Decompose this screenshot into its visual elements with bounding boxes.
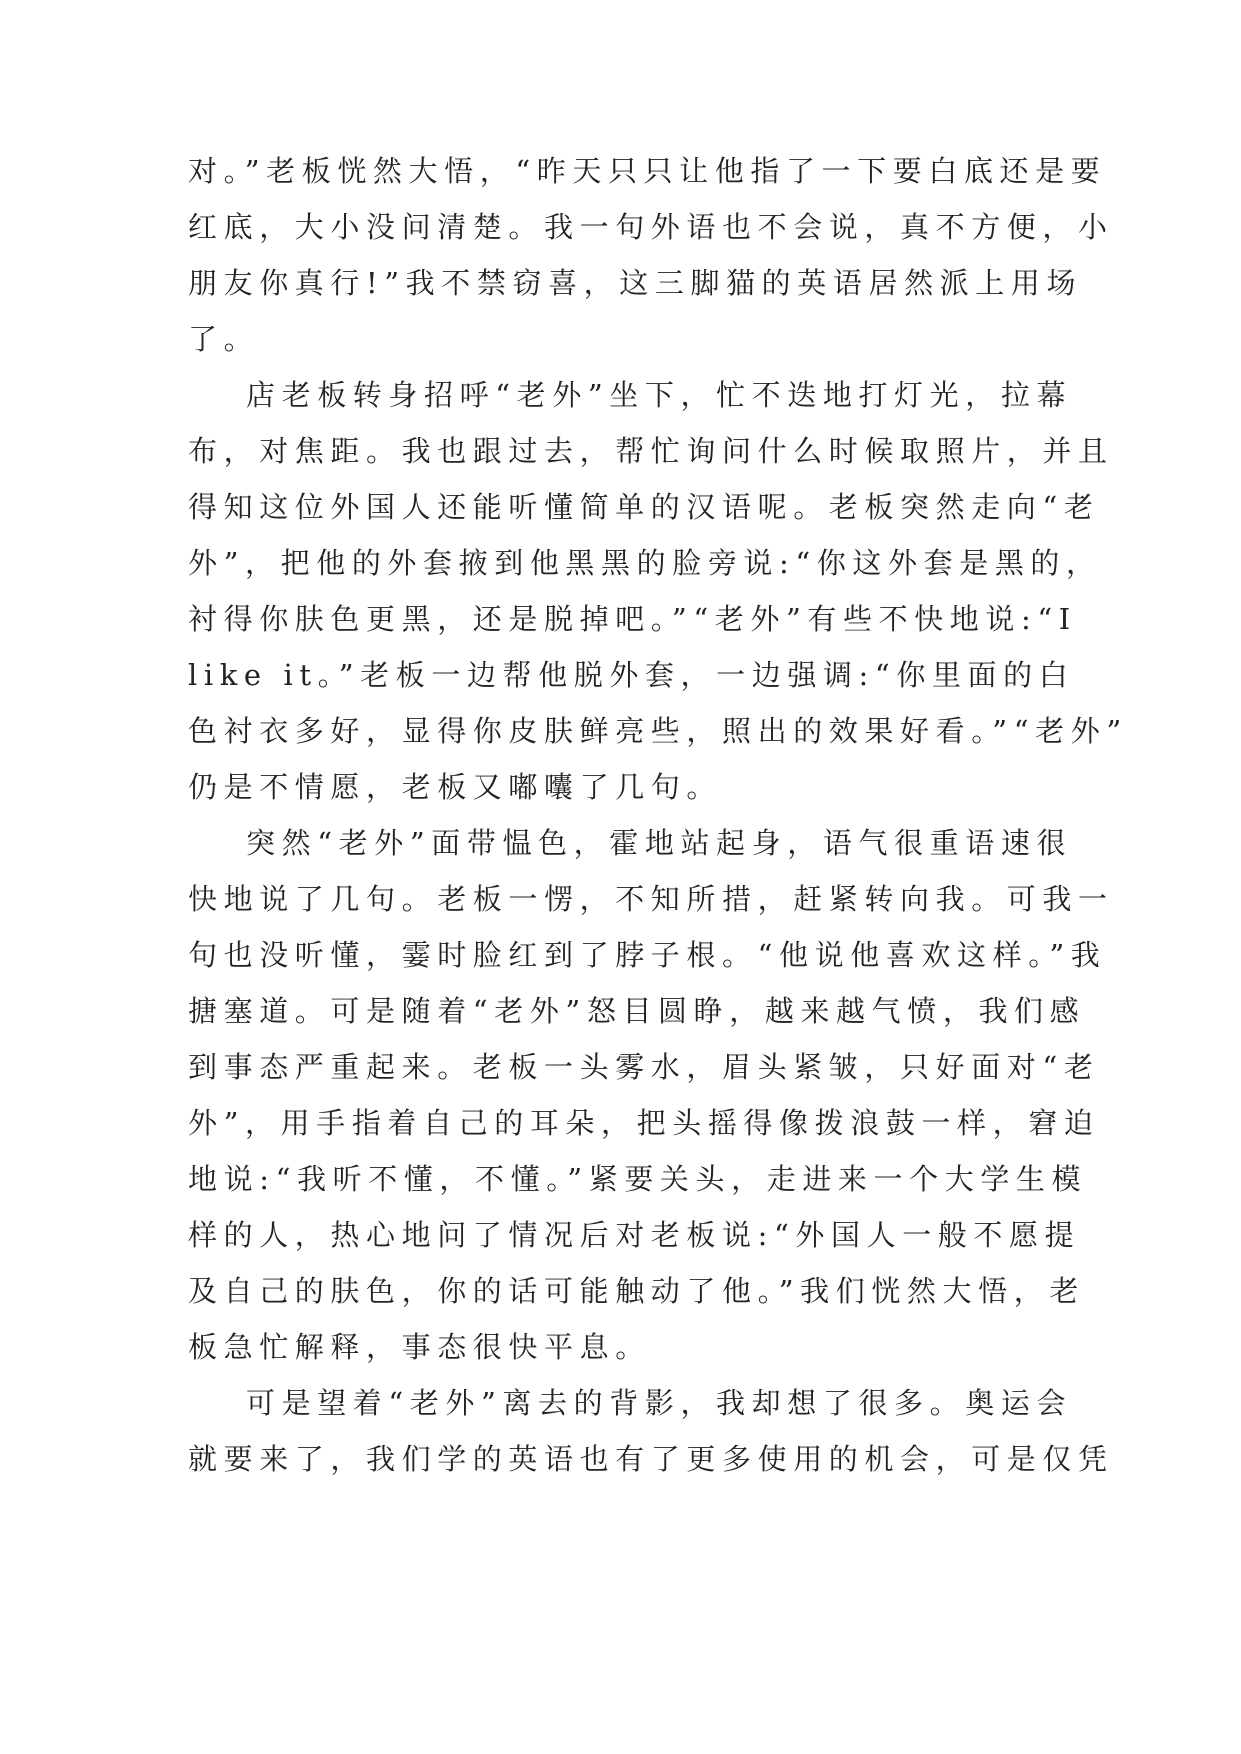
text-line: 句也没听懂，霎时脸红到了脖子根。“他说他喜欢这样。”我 (188, 938, 1107, 972)
paragraph-1 (188, 143, 1114, 367)
text-line: 色衬衣多好，显得你皮肤鲜亮些，照出的效果好看。”“老外” (188, 714, 1128, 748)
text-line: 布，对焦距。我也跟过去，帮忙询问什么时候取照片，并且 (188, 434, 1114, 468)
text-line: 外”，用手指着自己的耳朵，把头摇得像拨浪鼓一样，窘迫 (188, 1106, 1100, 1140)
text-line: 到事态严重起来。老板一头雾水，眉头紧皱，只好面对“老 (188, 1050, 1100, 1084)
text-line: 地说:“我听不懂，不懂。”紧要关头，走进来一个大学生模 (188, 1162, 1088, 1196)
text-line: 店老板转身招呼“老外”坐下，忙不迭地打灯光，拉幕 (246, 378, 1073, 412)
text-line: like it。”老板一边帮他脱外套，一边强调:“你里面的白 (188, 658, 1075, 692)
text-line: 仍是不情愿，老板又嘟囔了几句。 (188, 770, 723, 804)
text-line: 快地说了几句。老板一愣，不知所措，赶紧转向我。可我一 (188, 882, 1114, 916)
text-line: 朋友你真行!”我不禁窃喜，这三脚猫的英语居然派上用场 (188, 266, 1083, 300)
text-line: 衬得你肤色更黑，还是脱掉吧。”“老外”有些不快地说:“I (188, 602, 1077, 636)
text-line: 及自己的肤色，你的话可能触动了他。”我们恍然大悟，老 (188, 1274, 1085, 1308)
text-line: 了。 (188, 322, 260, 356)
paragraph-3 (188, 815, 1114, 1375)
text-line: 突然“老外”面带愠色，霍地站起身，语气很重语速很 (246, 826, 1073, 860)
paragraph-2 (188, 367, 1128, 815)
text-line: 红底，大小没问清楚。我一句外语也不会说，真不方便，小 (188, 210, 1114, 244)
text-line: 就要来了，我们学的英语也有了更多使用的机会，可是仅凭 (188, 1442, 1114, 1476)
text-line: 外”，把他的外套掖到他黑黑的脸旁说:“你这外套是黑的， (188, 546, 1102, 580)
text-line: 板急忙解释，事态很快平息。 (188, 1330, 651, 1364)
text-line: 对。”老板恍然大悟，“昨天只只让他指了一下要白底还是要 (188, 154, 1107, 188)
paragraph-4 (188, 1375, 1114, 1487)
text-line: 得知这位外国人还能听懂简单的汉语呢。老板突然走向“老 (188, 490, 1100, 524)
text-line: 可是望着“老外”离去的背影，我却想了很多。奥运会 (246, 1386, 1073, 1420)
document-page (188, 143, 1128, 1487)
text-line: 搪塞道。可是随着“老外”怒目圆睁，越来越气愤，我们感 (188, 994, 1086, 1028)
text-line: 样的人，热心地问了情况后对老板说:“外国人一般不愿提 (188, 1218, 1081, 1252)
